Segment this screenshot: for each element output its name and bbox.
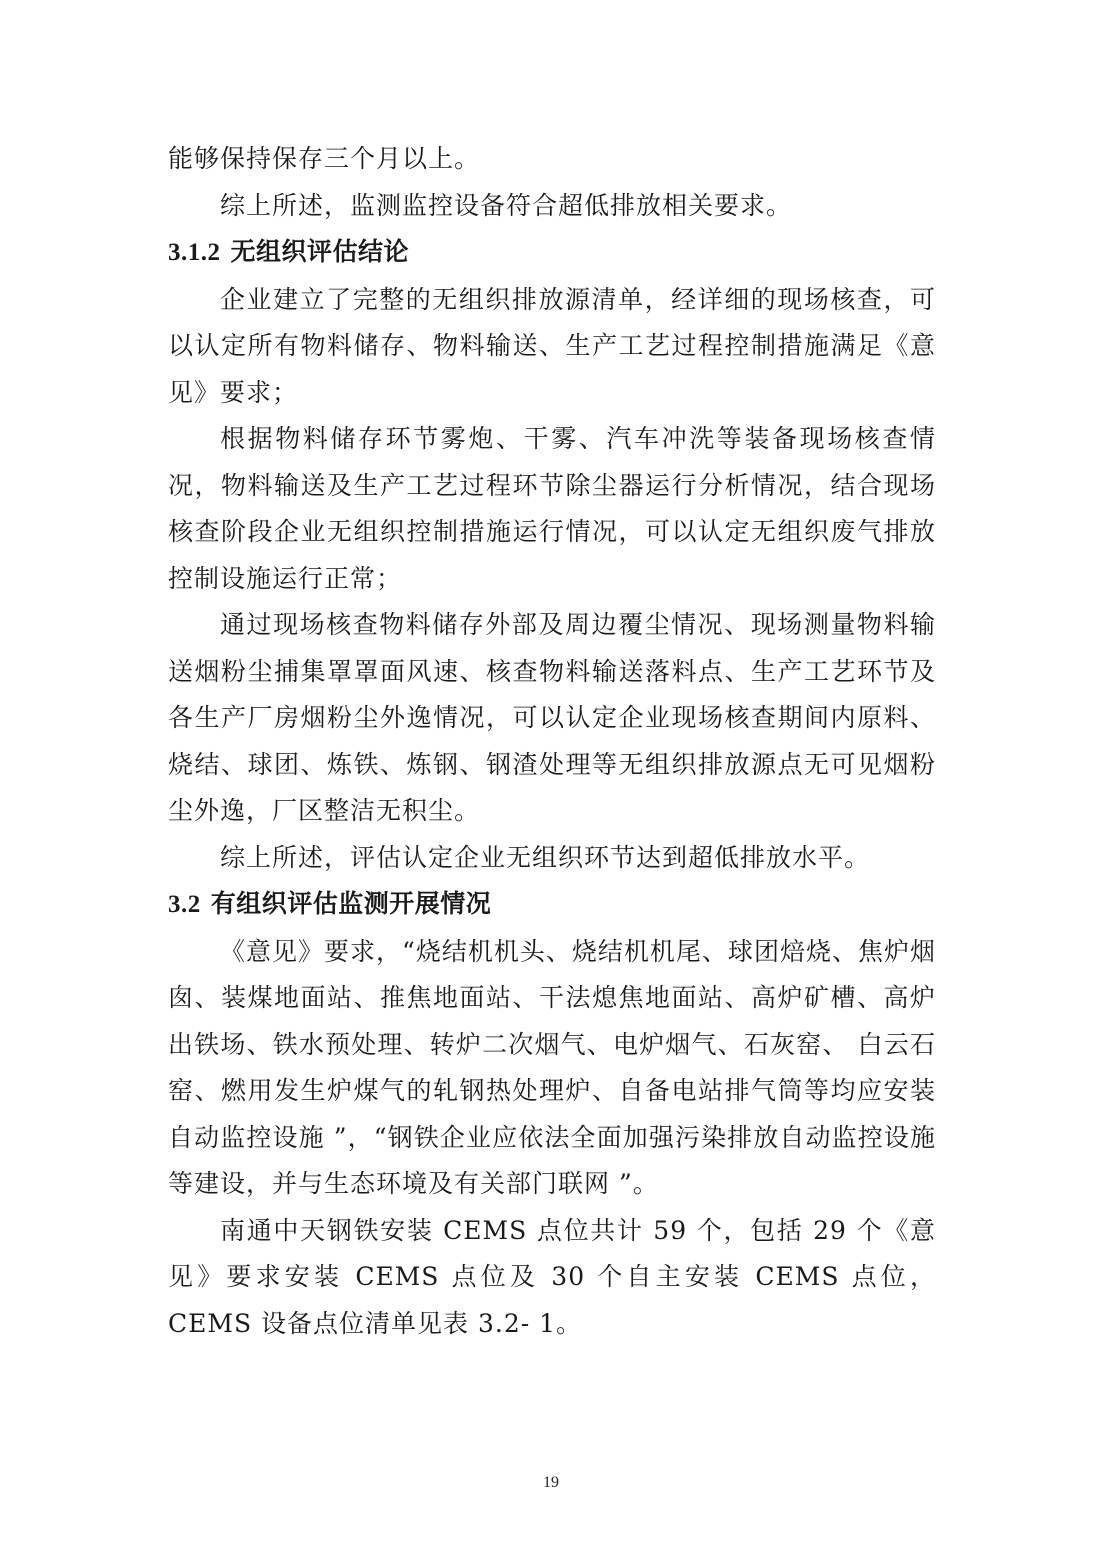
paragraph: 根据物料储存环节雾炮、干雾、汽车冲洗等装备现场核查情况，物料输送及生产工艺过程环节除尘器运行分析情况，结合现场核查阶段企业无组织控制措施运行情况，可以认定无组织废气排放控制设施运行正常； — [168, 424, 936, 593]
section-number: 3.1.2 — [168, 239, 221, 266]
section-heading-3-2 — [168, 881, 936, 929]
page-number: 19 — [543, 1474, 559, 1491]
document-body — [168, 136, 936, 1347]
paragraph: 企业建立了完整的无组织排放源清单，经详细的现场核查，可以认定所有物料储存、物料输送、生产工艺过程控制措施满足《意见》要求； — [168, 284, 936, 407]
paragraph: 南通中天钢铁安装 CEMS 点位共计 59 个，包括 29 个《意见》要求安装 CEMS 点位及 30 个自主安装 CEMS 点位，CEMS 设备点位清单见表 3.2- 1。 — [168, 1215, 936, 1338]
paragraph: 《意见》要求，“烧结机机头、烧结机机尾、球团焙烧、焦炉烟囱、装煤地面站、推焦地面站、干法熄焦地面站、高炉矿槽、高炉出铁场、铁水预处理、转炉二次烟气、电炉烟气、石灰窑、 白云石窑、燃用发生炉煤气的轧钢热处理炉、自备电站排气筒等均应安装自动监控设施 ”，“钢铁企业应依法全面加强污染排放自动监控设施等建设，并与生态环境及有关部门联网 ”。 — [168, 936, 936, 1198]
paragraph: 综上所述，评估认定企业无组织环节达到超低排放水平。 — [220, 842, 871, 872]
paragraph: 通过现场核查物料储存外部及周边覆尘情况、现场测量物料输送烟粉尘捕集罩罩面风速、核查物料输送落料点、生产工艺环节及各生产厂房烟粉尘外逸情况，可以认定企业现场核查期间内原料、烧结、球团、炼铁、炼钢、钢渣处理等无组织排放源点无可见烟粉尘外逸，厂区整洁无积尘。 — [168, 610, 936, 825]
section-heading-3-1-2 — [168, 229, 936, 277]
section-title: 有组织评估监测开展情况 — [210, 889, 492, 918]
paragraph-summary-monitoring: 综上所述，监测监控设备符合超低排放相关要求。 — [220, 190, 793, 220]
paragraph-continuation: 能够保持保存三个月以上。 — [168, 144, 481, 173]
section-number: 3.2 — [168, 891, 201, 918]
section-title: 无组织评估结论 — [230, 237, 410, 266]
